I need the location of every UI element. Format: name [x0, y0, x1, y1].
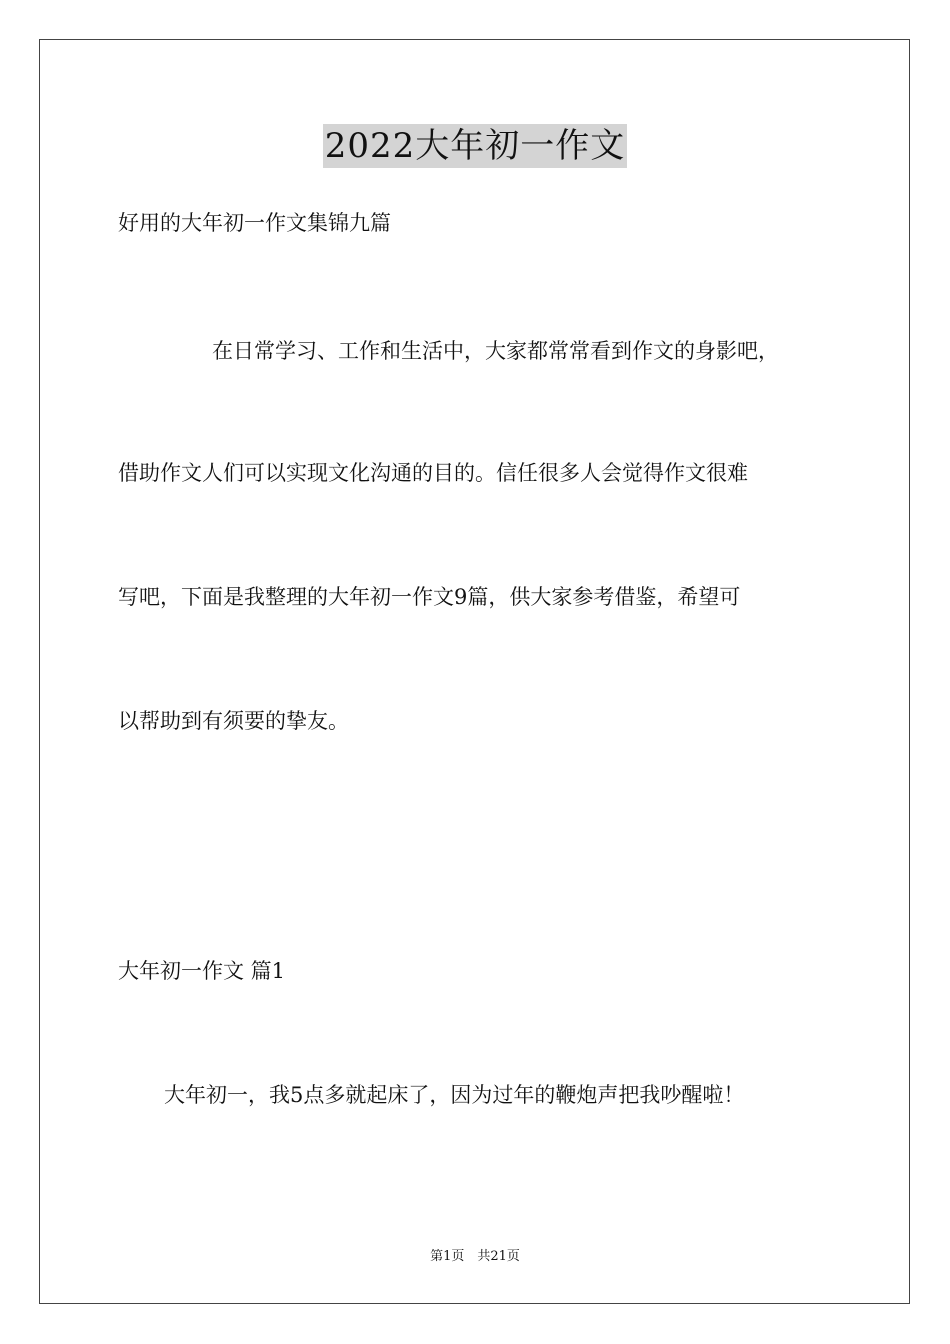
intro-line-4: 以帮助到有须要的挚友。 — [118, 709, 349, 733]
intro-line-2: 借助作文人们可以实现文化沟通的目的。信任很多人会觉得作文很难 — [118, 461, 748, 485]
section-heading: 大年初一作文 篇1 — [118, 959, 286, 983]
document-title: 2022大年初一作文 — [324, 126, 626, 166]
intro-line-3: 写吧，下面是我整理的大年初一作文9篇，供大家参考借鉴，希望可 — [118, 585, 741, 609]
intro-line-1: 在日常学习、工作和生活中，大家都常常看到作文的身影吧， — [212, 339, 779, 363]
document-title-wrap — [0, 124, 950, 168]
document-subtitle: 好用的大年初一作文集锦九篇 — [118, 211, 391, 235]
page-footer: 第1页 共21页 — [430, 1249, 520, 1264]
body-line-1: 大年初一，我5点多就起床了，因为过年的鞭炮声把我吵醒啦！ — [164, 1083, 745, 1107]
